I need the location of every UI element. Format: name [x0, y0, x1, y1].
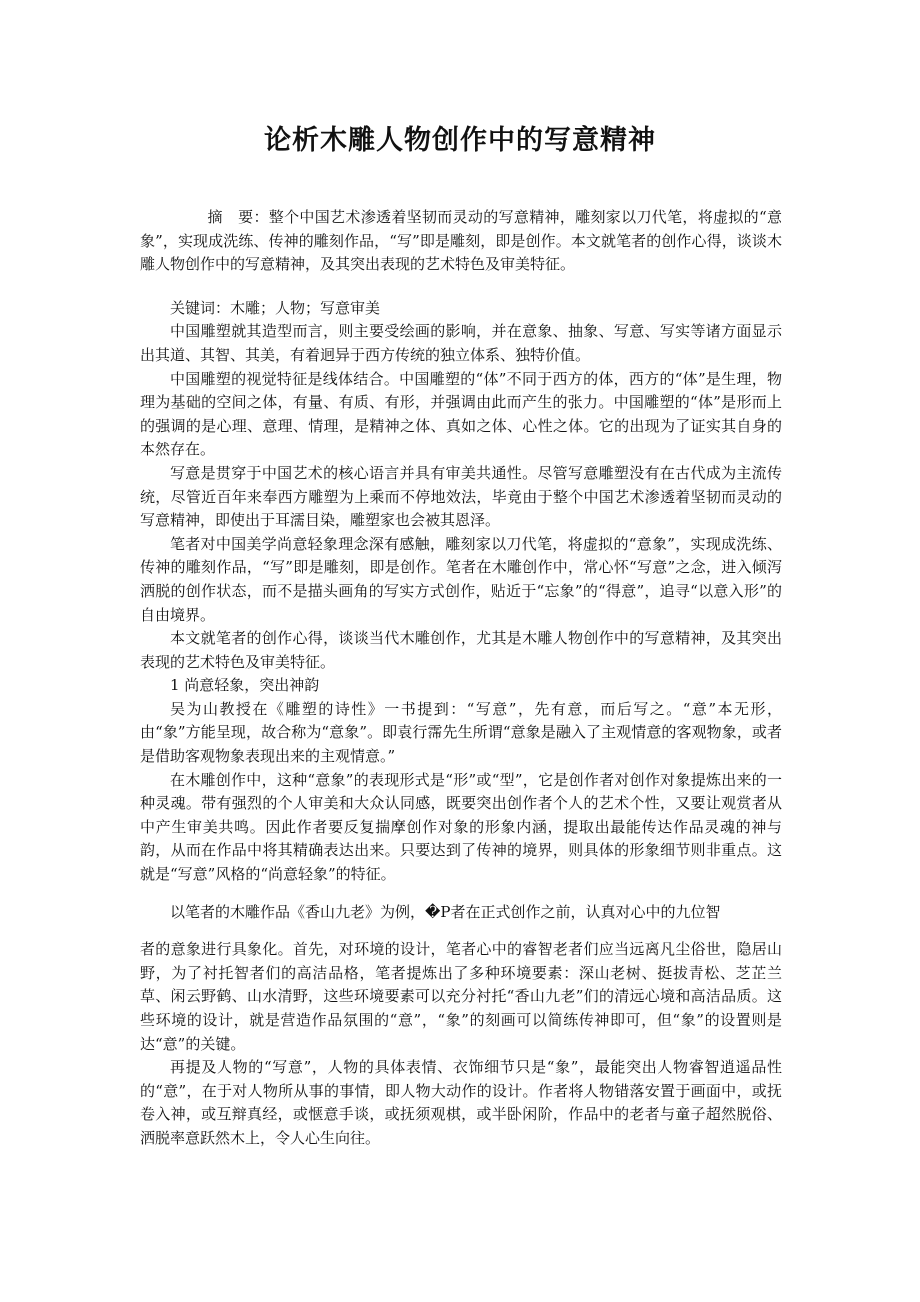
- section-paragraph-continued: 者的意象进行具象化。首先，对环境的设计，笔者心中的睿智老者们应当远离凡尘俗世，隐居山野，为了衬托智者们的高洁品格，笔者提炼出了多种环境要素：深山老树、挺拔青松、芝芷兰草、闲云野鹤、山水清野，这些环境要素可以充分衬托“香山九老”们的清远心境和高洁品质。这些环境的设计，就是营造作品氛围的“意”，“象”的刻画可以简练传神即可，但“象”的设置则是达“意”的关键。: [140, 940, 782, 1053]
- keywords-line: 关键词：木雕；人物；写意审美: [170, 298, 381, 317]
- body-paragraph: 本文就笔者的创作心得，谈谈当代木雕创作，尤其是木雕人物创作中的写意精神，及其突出表现的艺术特色及审美特征。: [140, 629, 782, 671]
- section-paragraph: 以笔者的木雕作品《香山九老》为例，�P者在正式创作之前，认真对心中的九位智: [170, 902, 721, 921]
- abstract-paragraph: 摘 要：整个中国艺术渗透着坚韧而灵动的写意精神，雕刻家以刀代笔，将虚拟的“意象”，实现成洗练、传神的雕刻作品，“写”即是雕刻，即是创作。本文就笔者的创作心得，谈谈木雕人物创作中的写意精神，及其突出表现的艺术特色及审美特征。: [140, 208, 782, 274]
- section-paragraph: 再提及人物的“写意”，人物的具体表情、衣饰细节只是“象”，最能突出人物睿智逍遥品性的“意”，在于对人物所从事的事情，即人物大动作的设计。作者将人物错落安置于画面中，或抚卷入神，或互辩真经，或惬意手谈，或抚须观棋，或半卧闲阶，作品中的老者与童子超然脱俗、洒脱率意跃然木上，令人心生向往。: [140, 1058, 782, 1147]
- section-heading: 1 尚意轻象，突出神韵: [170, 676, 320, 695]
- section-paragraph: 吴为山教授在《雕塑的诗性》一书提到：“写意”，先有意，而后写之。“意”本无形，由“象”方能呈现，故合称为“意象”。即袁行霈先生所谓“意象是融入了主观情意的客观物象，或者是借助客观物象表现出来的主观情意。”: [140, 699, 782, 766]
- section-paragraph: 在木雕创作中，这种“意象”的表现形式是“形”或“型”，它是创作者对创作对象提炼出来的一种灵魂。带有强烈的个人审美和大众认同感，既要突出创作者个人的艺术个性，又要让观赏者从中产生审美共鸣。因此作者要反复揣摩创作对象的形象内涵，提取出最能传达作品灵魂的神与韵，从而在作品中将其精确表达出来。只要达到了传神的境界，则具体的形象细节则非重点。这就是“写意”风格的“尚意轻象”的特征。: [140, 770, 782, 884]
- body-paragraph: 中国雕塑就其造型而言，则主要受绘画的影响，并在意象、抽象、写意、写实等诸方面显示出其道、其智、其美，有着迥异于西方传统的独立体系、独特价值。: [140, 322, 782, 364]
- body-paragraph: 中国雕塑的视觉特征是线体结合。中国雕塑的“体”不同于西方的体，西方的“体”是生理，物理为基础的空间之体，有量、有质、有形，并强调由此而产生的张力。中国雕塑的“体”是形而上的强调的是心理、意理、情理，是精神之体、真如之体、心性之体。它的出现为了证实其自身的本然存在。: [140, 369, 782, 459]
- document-title: 论析木雕人物创作中的写意精神: [264, 125, 656, 156]
- body-paragraph: 笔者对中国美学尚意轻象理念深有感触，雕刻家以刀代笔，将虚拟的“意象”，实现成洗练、传神的雕刻作品，“写”即是雕刻，即是创作。笔者在木雕创作中，常心怀“写意”之念，进入倾泻洒脱的创作状态，而不是描头画角的写实方式创作，贴近于“忘象”的“得意”，追寻“以意入形”的自由境界。: [140, 534, 782, 624]
- document-body: [140, 206, 782, 1151]
- body-paragraph: 写意是贯穿于中国艺术的核心语言并具有审美共通性。尽管写意雕塑没有在古代成为主流传统，尽管近百年来奉西方雕塑为上乘而不停地效法，毕竟由于整个中国艺术渗透着坚韧而灵动的写意精神，即使出于耳濡目染，雕塑家也会被其恩泽。: [140, 463, 782, 530]
